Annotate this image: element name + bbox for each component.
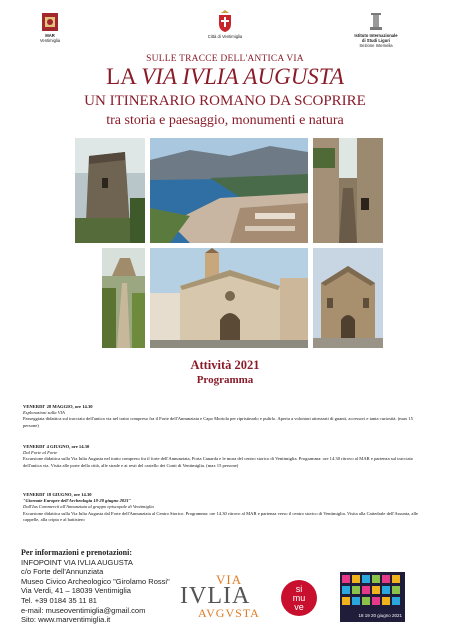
archeology-days-logo [340, 572, 405, 622]
event-1-desc: Passeggiata didattica sul tracciato dell'antica via nel tratto compreso fra il Forte dell'Annunziata e Capo Mortola per ripristinarlo e pulirlo. Aperta a volontari attrezzati di guanti, accessori e tanta curiosità. (max 15 persone) [23, 416, 413, 428]
event-2 [23, 444, 428, 469]
photo-baptistery [313, 248, 383, 348]
mar-logo-line2: Ventimiglia [39, 38, 61, 43]
event-3-title2: Dall'Ius Commercii all'Annunziata al gruppo episcopale di Ventimiglia [23, 504, 154, 510]
activities-subtitle: Programma [196, 374, 254, 386]
event-1-date: VENERDI' 28 MAGGIO, ore 14.30 [23, 404, 93, 409]
contact-email[interactable]: e-mail: museoventimiglia@gmail.com [21, 605, 146, 615]
isl-logo [352, 12, 400, 48]
contact-line-3: Museo Civico Archeologico "Girolamo Rossi" [21, 576, 170, 586]
contact-line-1: INFOPOINT VIA IVLIA AUGUSTA [21, 557, 133, 567]
contact-line-5: Tel. +39 0184 35 11 81 [21, 595, 97, 605]
contact-heading: Per informazioni e prenotazioni: [21, 548, 133, 557]
archeology-days-dates: 18 19 20 giugno 2021 [358, 613, 402, 618]
event-2-desc: Escursione didattica sulla Via Iulia Augusta nel tratto compreso fra il forte dell'Annunziata, Porta Canarda e le mura del centro storico di Ventimiglia. Programma: ore 14.30 ritrovo al MAR e partenza sul tracciato dell'antica via. Visita alle porte della città, alle strade e ai resti del castello dei Conti di Ventimiglia. (max 15 persone) [23, 456, 414, 468]
via-logo-mid: IVLIA [180, 583, 251, 609]
event-2-date: VENERDI' 4 GIUGNO, ore 14.30 [23, 444, 90, 449]
photo-path [102, 248, 145, 348]
header-kicker: SULLE TRACCE DELL'ANTICA VIA [146, 54, 304, 64]
activities-title: Attività 2021 [190, 358, 260, 372]
city-crest-icon [218, 10, 232, 32]
archeology-days-pattern-icon [340, 572, 405, 612]
contact-info [21, 548, 170, 625]
event-3 [23, 492, 428, 523]
simuve-logo [281, 580, 317, 616]
simuve-c: ve [294, 602, 304, 612]
mar-logo [30, 12, 70, 43]
header-tagline: tra storia e paesaggio, monumenti e natura [106, 113, 344, 128]
event-1-title: Esplorazioni sulla VIA [23, 410, 65, 416]
page-title-prefix: LA [106, 64, 136, 89]
via-logo-bottom: AVGVSTA [198, 606, 260, 620]
event-3-title: "Giornate Europee dell'Archeologia 18-20 giugno 2021" [23, 498, 132, 504]
city-logo [188, 10, 262, 39]
photo-tower [75, 138, 145, 243]
event-2-title: Dal Forte al Forte [23, 450, 58, 456]
column-logo-icon [367, 12, 385, 32]
page-title-italic: VIA IVLIA AUGUSTA [141, 64, 344, 89]
city-logo-line1: Città di Ventimiglia [207, 34, 243, 39]
simuve-b: mu [292, 593, 306, 603]
photo-cathedral [150, 248, 308, 348]
contact-website[interactable]: Sito: www.marventimiglia.it [21, 615, 111, 625]
via-ivlia-augusta-logo [178, 572, 264, 622]
contact-line-4: Via Verdi, 41 – 18039 Ventimiglia [21, 586, 131, 596]
isl-logo-line3: Sezione Intemelia [359, 43, 393, 48]
event-3-date: VENERDI' 18 GIUGNO, ore 14.30 [23, 492, 92, 497]
page-title [0, 64, 450, 90]
mar-emblem-icon [41, 12, 59, 32]
isl-logo-line2: di Studi Liguri [361, 38, 391, 43]
event-3-desc: Escursione didattica sulla Via Iulia Augusta dal Forte dell'Annunziata al Centro Storico. Programma: ore 14.30 ritrovo al MAR e partenza verso il centro storico di Ventimiglia. Visita alla Cattedrale dell'Assunta, alle cappelle, alla cripta e al battistero [23, 510, 419, 522]
via-logo-top: VIA [216, 572, 243, 587]
photo-coast [150, 138, 308, 243]
simuve-a: si [295, 584, 303, 594]
header-subtitle: UN ITINERARIO ROMANO DA SCOPRIRE [84, 93, 366, 109]
photo-stone-street [313, 138, 383, 243]
isl-logo-line1: Istituto Internazionale [354, 33, 398, 38]
mar-logo-line1: MAR [45, 33, 55, 38]
event-1 [23, 404, 428, 429]
contact-line-2: c/o Forte dell'Annunziata [21, 567, 104, 577]
